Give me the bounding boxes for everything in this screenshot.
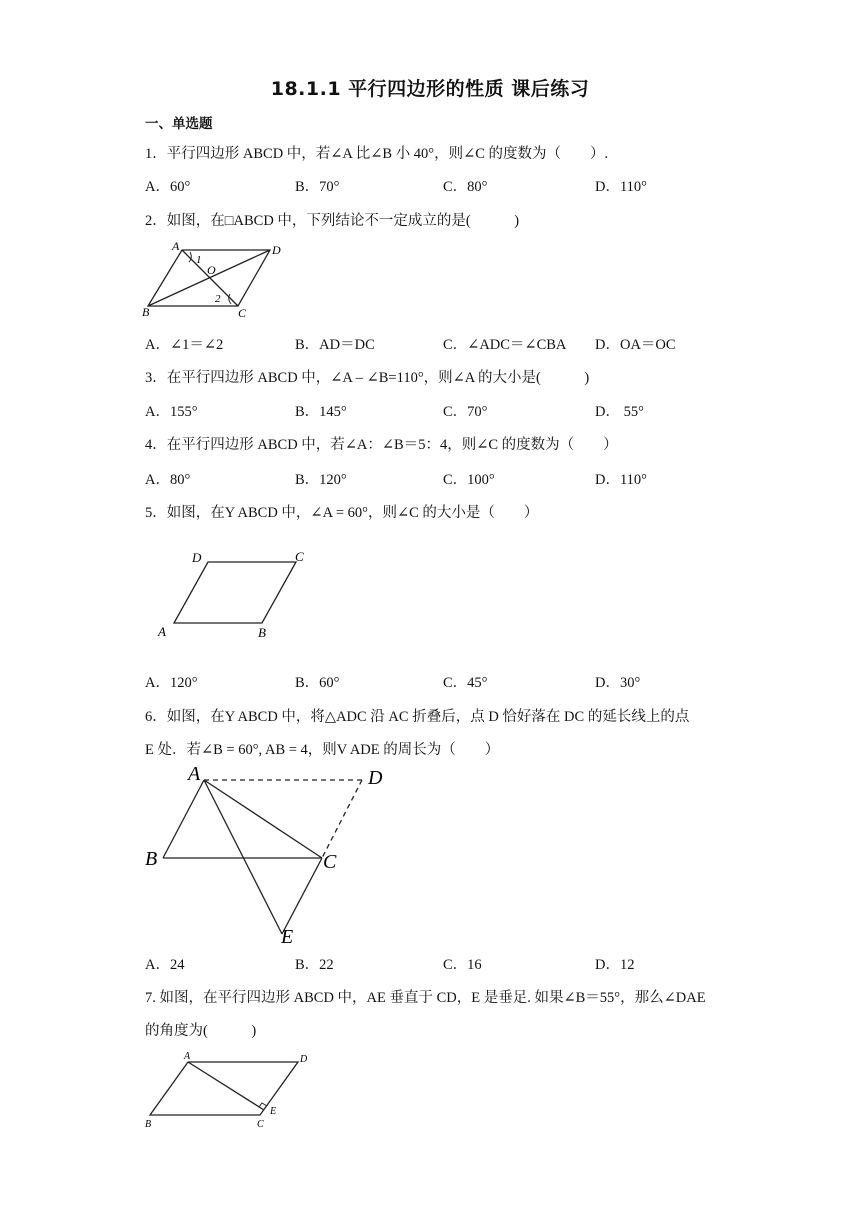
- option-d: D．30°: [595, 675, 641, 691]
- option-d: D．110°: [595, 472, 647, 488]
- question-7-stem-cont: 的角度为( ): [145, 1023, 257, 1039]
- option-d: D．12: [595, 957, 635, 973]
- question-5-figure: [150, 544, 310, 644]
- question-3-options: [145, 400, 745, 420]
- parallelogram-shape: [174, 562, 296, 623]
- label-c: C: [295, 549, 304, 564]
- label-a: A: [188, 763, 201, 785]
- question-1-options: [145, 175, 745, 195]
- segment-ac: [204, 780, 322, 858]
- question-4-options: [145, 468, 745, 488]
- label-d: D: [368, 767, 383, 789]
- segment-dc-dashed: [322, 780, 362, 858]
- label-e: E: [281, 926, 294, 948]
- option-b: B．60°: [295, 675, 340, 691]
- option-d: D．OA＝OC: [595, 337, 676, 353]
- label-c: C: [257, 1119, 264, 1130]
- option-c: C．80°: [443, 179, 488, 195]
- section-heading: 一、单选题: [145, 116, 213, 132]
- option-a: A．∠1＝∠2: [145, 337, 224, 353]
- option-c: C．16: [443, 957, 482, 973]
- label-a: A: [172, 239, 180, 253]
- label-a: A: [184, 1051, 191, 1062]
- label-c: C: [238, 306, 247, 320]
- question-5-options: [145, 671, 745, 691]
- question-4-stem: 4．在平行四边形 ABCD 中，若∠A：∠B＝5：4，则∠C 的度数为（ ）: [145, 437, 618, 453]
- question-3-stem: 3．在平行四边形 ABCD 中，∠A – ∠B=110°，则∠A 的大小是( ): [145, 370, 590, 386]
- label-b: B: [142, 305, 150, 319]
- question-6-stem: 6．如图，在Y ABCD 中，将△ADC 沿 AC 折叠后，点 D 恰好落在 DC 的延长线上的点: [145, 709, 690, 725]
- option-c: C．45°: [443, 675, 488, 691]
- label-angle-2: 2: [215, 293, 221, 305]
- option-a: A．155°: [145, 404, 198, 420]
- option-b: B．AD＝DC: [295, 337, 375, 353]
- label-b: B: [258, 625, 266, 640]
- option-c: C．70°: [443, 404, 488, 420]
- option-b: B．120°: [295, 472, 347, 488]
- segment-ae: [204, 780, 282, 934]
- page-title: 18.1.1 平行四边形的性质 课后练习: [270, 78, 590, 100]
- label-b: B: [145, 848, 158, 870]
- segment-ce: [282, 858, 322, 934]
- question-7-stem: 7. 如图，在平行四边形 ABCD 中，AE 垂直于 CD，E 是垂足. 如果∠B＝55°，那么∠DAE: [145, 990, 706, 1006]
- option-c: C．100°: [443, 472, 495, 488]
- label-angle-1: 1: [196, 254, 202, 266]
- question-6-options: [145, 953, 745, 973]
- segment-ab: [163, 780, 204, 858]
- question-5-stem: 5．如图，在Y ABCD 中，∠A = 60°，则∠C 的大小是（ ）: [145, 505, 539, 521]
- question-2-stem: 2．如图，在□ABCD 中，下列结论不一定成立的是( ): [145, 213, 520, 229]
- label-b: B: [145, 1119, 152, 1130]
- option-a: A．24: [145, 957, 185, 973]
- question-6-stem-cont: E 处．若∠B = 60°, AB = 4，则V ADE 的周长为（ ）: [145, 742, 500, 758]
- segment-ae: [188, 1062, 264, 1110]
- option-b: B．70°: [295, 179, 340, 195]
- question-2-figure: [140, 238, 290, 320]
- option-b: B．145°: [295, 404, 347, 420]
- option-a: A．120°: [145, 675, 198, 691]
- question-6-figure: [140, 760, 400, 950]
- label-d: D: [300, 1054, 308, 1065]
- diagonal-bd: [148, 250, 270, 306]
- option-a: A．80°: [145, 472, 191, 488]
- question-1-stem: 1．平行四边形 ABCD 中，若∠A 比∠B 小 40°，则∠C 的度数为（ ）.: [145, 146, 609, 162]
- option-a: A．60°: [145, 179, 191, 195]
- option-d: D．110°: [595, 179, 647, 195]
- label-d: D: [272, 243, 281, 257]
- label-a: A: [158, 624, 166, 639]
- option-d: D． 55°: [595, 404, 644, 420]
- question-2-options: [145, 333, 745, 353]
- label-d: D: [192, 550, 202, 565]
- label-e: E: [270, 1106, 277, 1117]
- option-b: B．22: [295, 957, 334, 973]
- question-7-figure: [140, 1048, 320, 1130]
- label-o: O: [207, 263, 216, 277]
- option-c: C．∠ADC＝∠CBA: [443, 337, 567, 353]
- label-c: C: [323, 851, 337, 873]
